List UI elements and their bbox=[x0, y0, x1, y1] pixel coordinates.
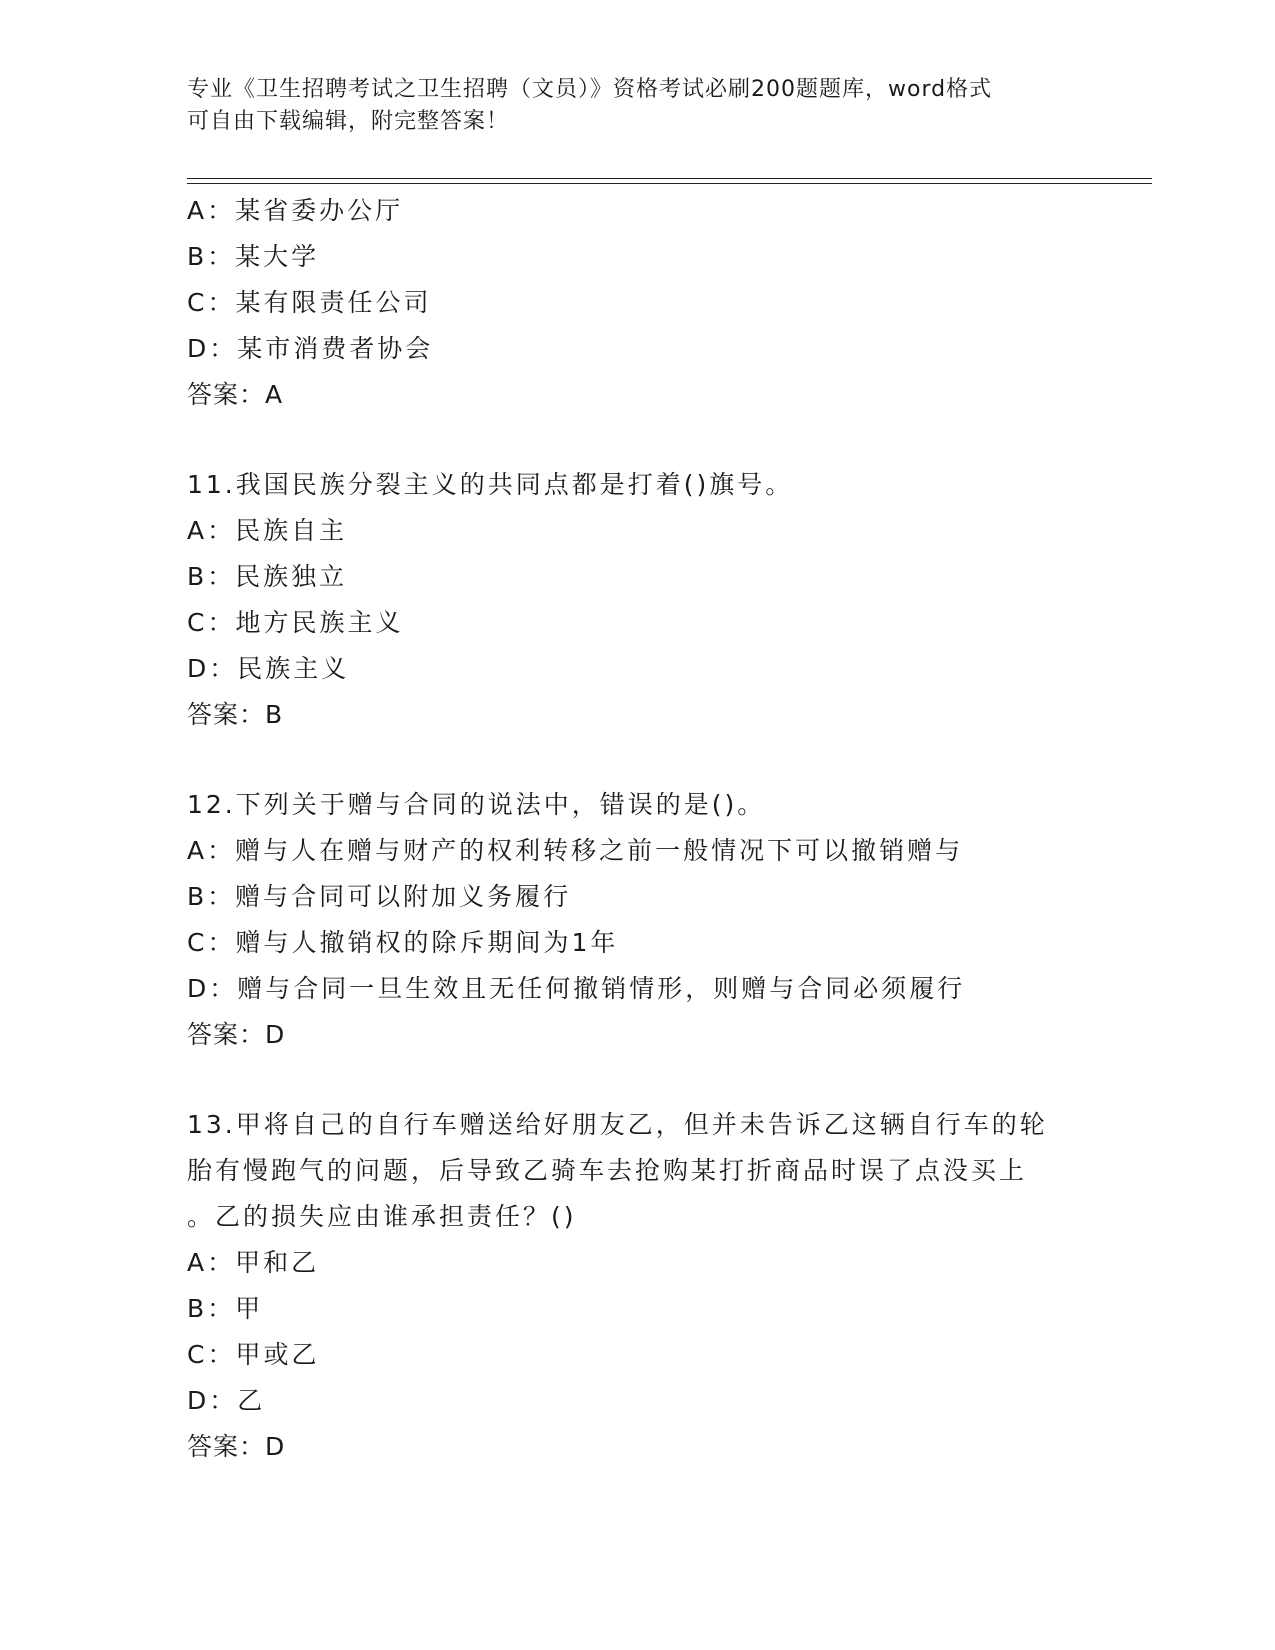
option-b: B：甲 bbox=[187, 1294, 264, 1323]
spacer bbox=[187, 1058, 1187, 1102]
option-b: B：某大学 bbox=[187, 242, 320, 271]
option-d: D：乙 bbox=[187, 1386, 266, 1415]
header-divider-bottom bbox=[187, 183, 1152, 184]
option-a: A：甲和乙 bbox=[187, 1248, 320, 1277]
question-text: 11.我国民族分裂主义的共同点都是打着()旗号。 bbox=[187, 470, 794, 499]
question-list bbox=[187, 188, 1187, 1470]
option-c: C：某有限责任公司 bbox=[187, 288, 432, 317]
option-d: D：民族主义 bbox=[187, 654, 350, 683]
question-text-line-1: 13.甲将自己的自行车赠送给好朋友乙，但并未告诉乙这辆自行车的轮 bbox=[187, 1110, 1048, 1139]
option-a: A：民族自主 bbox=[187, 516, 348, 545]
option-c: C：地方民族主义 bbox=[187, 608, 404, 637]
question-block-13 bbox=[187, 1102, 1187, 1470]
question-block-12 bbox=[187, 782, 1187, 1058]
option-c: C：赠与人撤销权的除斥期间为1年 bbox=[187, 928, 619, 957]
question-block-10 bbox=[187, 188, 1187, 418]
option-b: B：民族独立 bbox=[187, 562, 348, 591]
header-title-line-1: 专业《卫生招聘考试之卫生招聘（文员）》资格考试必刷200题题库，word格式 bbox=[187, 77, 993, 102]
answer-line: 答案：B bbox=[187, 700, 284, 729]
option-d: D：赠与合同一旦生效且无任何撤销情形，则赠与合同必须履行 bbox=[187, 974, 966, 1003]
answer-line: 答案：D bbox=[187, 1020, 286, 1049]
option-a: A：赠与人在赠与财产的权利转移之前一般情况下可以撤销赠与 bbox=[187, 836, 964, 865]
question-text-line-3: 。乙的损失应由谁承担责任？() bbox=[187, 1202, 577, 1231]
question-text: 12.下列关于赠与合同的说法中，错误的是()。 bbox=[187, 790, 766, 819]
option-b: B：赠与合同可以附加义务履行 bbox=[187, 882, 572, 911]
question-block-11 bbox=[187, 462, 1187, 738]
document-header bbox=[187, 74, 1087, 138]
option-a: A：某省委办公厅 bbox=[187, 196, 404, 225]
header-title-line-2: 可自由下载编辑，附完整答案！ bbox=[187, 109, 510, 134]
option-d: D：某市消费者协会 bbox=[187, 334, 434, 363]
answer-line: 答案：D bbox=[187, 1432, 286, 1461]
header-divider-top bbox=[187, 178, 1152, 179]
option-c: C：甲或乙 bbox=[187, 1340, 320, 1369]
spacer bbox=[187, 738, 1187, 782]
answer-line: 答案：A bbox=[187, 380, 284, 409]
spacer bbox=[187, 418, 1187, 462]
question-text-line-2: 胎有慢跑气的问题，后导致乙骑车去抢购某打折商品时误了点没买上 bbox=[187, 1156, 1028, 1185]
